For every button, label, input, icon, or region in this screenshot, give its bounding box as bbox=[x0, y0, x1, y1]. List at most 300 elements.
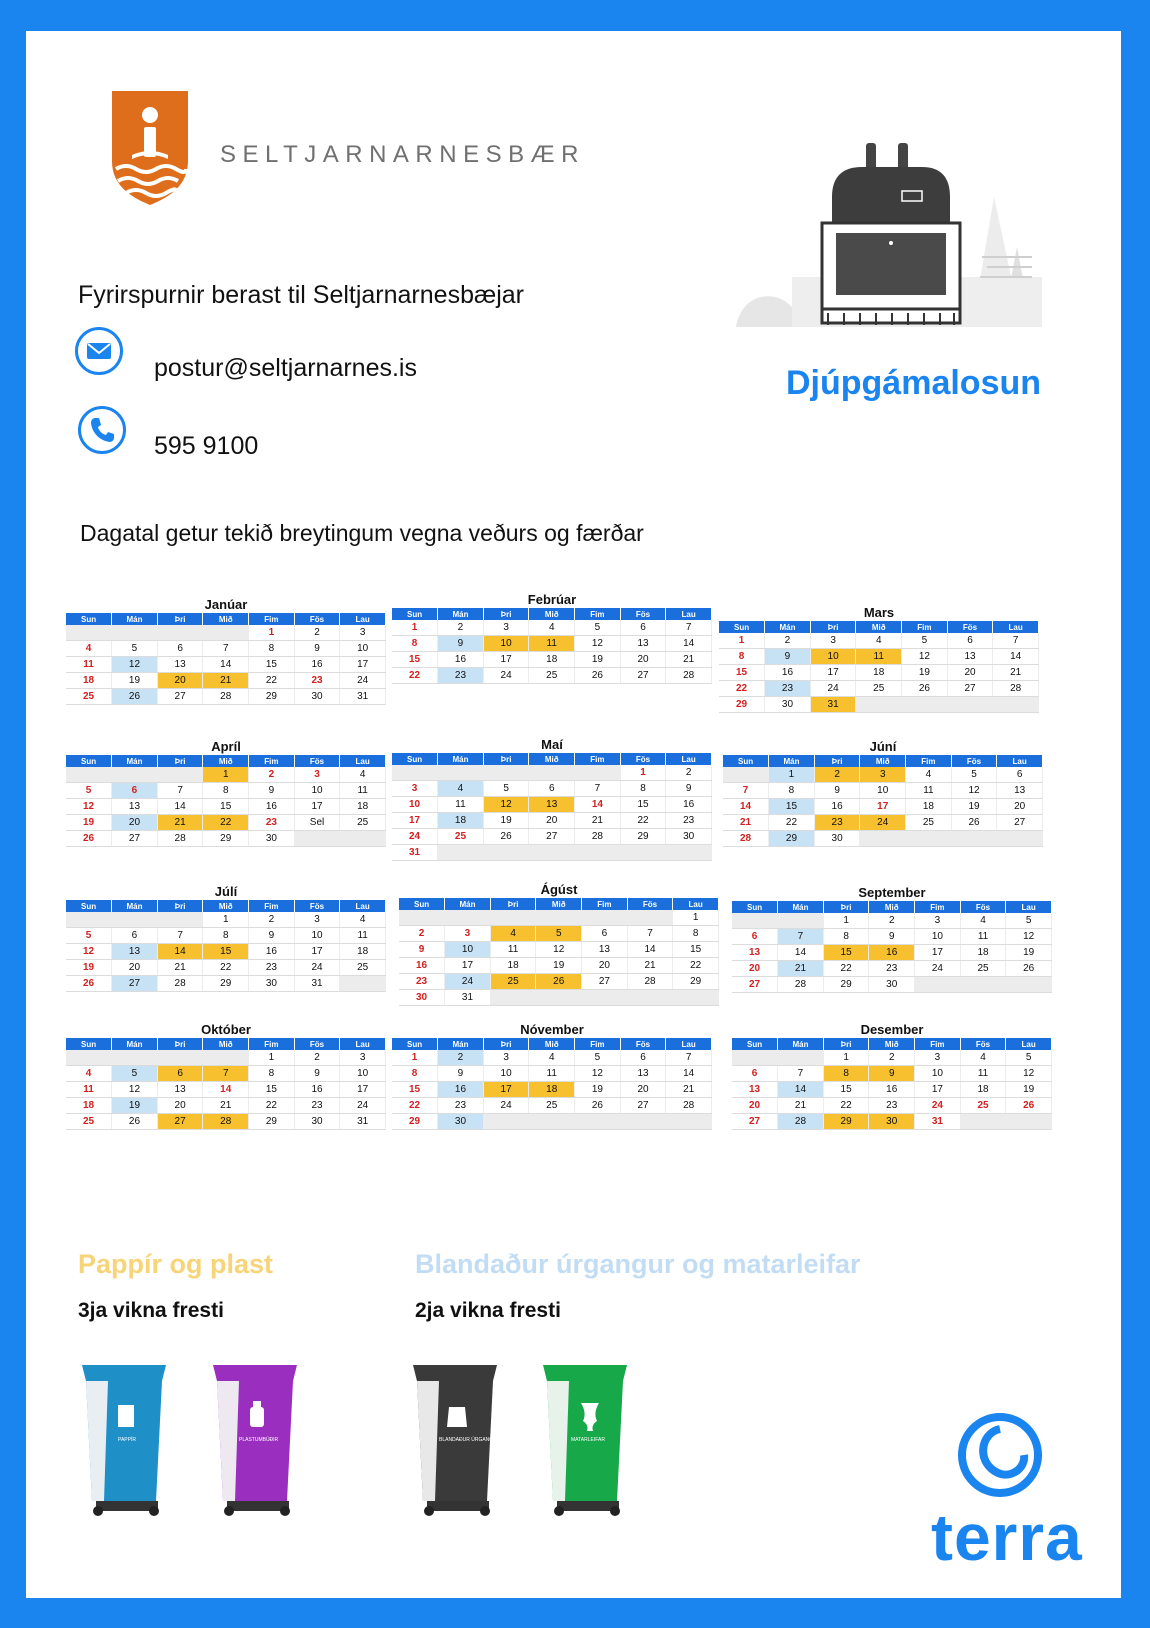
day-cell: 22 bbox=[249, 673, 295, 689]
empty-day-cell bbox=[778, 1050, 824, 1066]
empty-day-cell bbox=[960, 977, 1006, 993]
day-cell: 29 bbox=[769, 831, 815, 847]
day-cell: 29 bbox=[249, 1114, 295, 1130]
day-cell: 27 bbox=[620, 668, 666, 684]
phone-number[interactable]: 595 9100 bbox=[154, 432, 259, 460]
month-name: Júní bbox=[869, 739, 897, 754]
day-cell: 7 bbox=[778, 1066, 824, 1082]
day-cell: 21 bbox=[203, 1098, 249, 1114]
day-cell: 12 bbox=[536, 942, 582, 958]
paper-bin-label: PAPPÍR bbox=[118, 1437, 136, 1443]
empty-day-cell bbox=[112, 767, 158, 783]
day-cell: 22 bbox=[719, 681, 765, 697]
day-cell: 12 bbox=[902, 649, 948, 665]
day-cell: 11 bbox=[856, 649, 902, 665]
day-cell: 10 bbox=[483, 1066, 529, 1082]
day-cell: 30 bbox=[666, 829, 712, 845]
day-cell: 28 bbox=[627, 974, 673, 990]
day-cell: 18 bbox=[340, 944, 386, 960]
day-cell: 2 bbox=[869, 1050, 915, 1066]
day-cell: 13 bbox=[997, 783, 1043, 799]
day-cell: 7 bbox=[666, 1050, 712, 1066]
month-calendar bbox=[732, 884, 1052, 993]
month-grid bbox=[66, 755, 386, 847]
day-cell: 23 bbox=[438, 668, 484, 684]
weekday-header: Mið bbox=[203, 900, 249, 912]
day-cell: 11 bbox=[960, 929, 1006, 945]
empty-day-cell bbox=[666, 1114, 712, 1130]
day-cell: 31 bbox=[340, 689, 386, 705]
page-sheet bbox=[26, 31, 1121, 1598]
weekday-header: Lau bbox=[340, 755, 386, 767]
day-cell: 7 bbox=[666, 620, 712, 636]
empty-day-cell bbox=[340, 976, 386, 992]
month-grid bbox=[392, 608, 712, 684]
day-cell: 12 bbox=[1006, 1066, 1052, 1082]
weekday-header: Lau bbox=[666, 1038, 712, 1050]
month-grid bbox=[392, 753, 712, 861]
weekday-header: Lau bbox=[340, 613, 386, 625]
paper-plastic-interval: 3ja vikna fresti bbox=[78, 1299, 224, 1322]
day-cell: 29 bbox=[823, 1114, 869, 1130]
weekday-header: Lau bbox=[993, 621, 1039, 633]
day-cell: 26 bbox=[112, 1114, 158, 1130]
day-cell: 14 bbox=[666, 1066, 712, 1082]
day-cell: 20 bbox=[157, 673, 203, 689]
day-cell: 15 bbox=[673, 942, 719, 958]
day-cell: 11 bbox=[66, 1082, 112, 1098]
day-cell: 16 bbox=[869, 1082, 915, 1098]
empty-day-cell bbox=[483, 1114, 529, 1130]
day-cell: 15 bbox=[620, 797, 666, 813]
weekday-header: Þri bbox=[814, 755, 860, 767]
day-cell: 4 bbox=[66, 641, 112, 657]
day-cell: 3 bbox=[483, 1050, 529, 1066]
weekday-header: Sun bbox=[66, 1038, 112, 1050]
day-cell: 2 bbox=[438, 1050, 484, 1066]
day-cell: 7 bbox=[627, 926, 673, 942]
day-cell: 14 bbox=[575, 797, 621, 813]
day-cell: 26 bbox=[1006, 961, 1052, 977]
day-cell: 22 bbox=[203, 815, 249, 831]
weekday-header: Fim bbox=[575, 1038, 621, 1050]
weekday-header: Fim bbox=[249, 1038, 295, 1050]
day-cell: 30 bbox=[399, 990, 445, 1006]
empty-day-cell bbox=[582, 990, 628, 1006]
day-cell: 1 bbox=[392, 1050, 438, 1066]
weekday-header: Fös bbox=[294, 900, 340, 912]
empty-day-cell bbox=[620, 845, 666, 861]
weekday-header: Lau bbox=[1006, 1038, 1052, 1050]
day-cell: 28 bbox=[993, 681, 1039, 697]
day-cell: 2 bbox=[765, 633, 811, 649]
day-cell: 12 bbox=[575, 1066, 621, 1082]
day-cell: 12 bbox=[112, 1082, 158, 1098]
mixed-waste-bin-label: BLANDAÐUR ÚRGANGUR bbox=[439, 1437, 501, 1443]
month-calendar bbox=[66, 1021, 386, 1130]
day-cell: 13 bbox=[112, 799, 158, 815]
day-cell: 10 bbox=[915, 929, 961, 945]
day-cell: 18 bbox=[529, 1082, 575, 1098]
weekday-header: Sun bbox=[723, 755, 769, 767]
day-cell: 28 bbox=[157, 976, 203, 992]
day-cell: 26 bbox=[112, 689, 158, 705]
day-cell: 16 bbox=[294, 1082, 340, 1098]
day-cell: 5 bbox=[66, 928, 112, 944]
day-cell: 17 bbox=[340, 1082, 386, 1098]
day-cell: 4 bbox=[906, 767, 952, 783]
weekday-header: Mið bbox=[203, 1038, 249, 1050]
weekday-header: Mið bbox=[869, 901, 915, 913]
weekday-header: Fös bbox=[627, 898, 673, 910]
day-cell: 27 bbox=[112, 831, 158, 847]
day-cell: 17 bbox=[340, 657, 386, 673]
day-cell: 24 bbox=[483, 1098, 529, 1114]
empty-day-cell bbox=[582, 910, 628, 926]
paper-plastic-title: Pappír og plast bbox=[78, 1249, 274, 1279]
day-cell: 6 bbox=[112, 928, 158, 944]
plastic-bin-icon bbox=[209, 1361, 305, 1517]
weekday-header: Fös bbox=[960, 1038, 1006, 1050]
day-cell: 31 bbox=[340, 1114, 386, 1130]
day-cell: 9 bbox=[438, 1066, 484, 1082]
day-cell: 6 bbox=[732, 929, 778, 945]
day-cell: 3 bbox=[392, 781, 438, 797]
day-cell: 24 bbox=[445, 974, 491, 990]
day-cell: 8 bbox=[673, 926, 719, 942]
day-cell: 10 bbox=[392, 797, 438, 813]
day-cell: 8 bbox=[620, 781, 666, 797]
month-name: Nóvember bbox=[520, 1022, 584, 1037]
food-waste-bin-label: MATARLEIFAR bbox=[571, 1437, 605, 1443]
day-cell: 8 bbox=[719, 649, 765, 665]
month-grid bbox=[732, 1038, 1052, 1130]
day-cell: 13 bbox=[620, 636, 666, 652]
weekday-header: Sun bbox=[719, 621, 765, 633]
day-cell: 5 bbox=[951, 767, 997, 783]
weekday-header: Mið bbox=[860, 755, 906, 767]
empty-day-cell bbox=[399, 910, 445, 926]
day-cell: 25 bbox=[490, 974, 536, 990]
day-cell: 17 bbox=[915, 945, 961, 961]
weekday-header: Sun bbox=[66, 900, 112, 912]
weekday-header: Þri bbox=[810, 621, 856, 633]
weekday-header: Mið bbox=[529, 753, 575, 765]
empty-day-cell bbox=[902, 697, 948, 713]
day-cell: 19 bbox=[1006, 1082, 1052, 1098]
day-cell: 29 bbox=[392, 1114, 438, 1130]
day-cell: 20 bbox=[947, 665, 993, 681]
day-cell: 14 bbox=[203, 1082, 249, 1098]
day-cell: 10 bbox=[294, 928, 340, 944]
day-cell: 4 bbox=[960, 1050, 1006, 1066]
weekday-header: Þri bbox=[157, 613, 203, 625]
weekday-header: Lau bbox=[673, 898, 719, 910]
weekday-header: Mið bbox=[856, 621, 902, 633]
day-cell: 10 bbox=[340, 1066, 386, 1082]
day-cell: 9 bbox=[294, 641, 340, 657]
day-cell: 3 bbox=[445, 926, 491, 942]
day-cell: 7 bbox=[203, 1066, 249, 1082]
day-cell: 17 bbox=[294, 944, 340, 960]
weekday-header: Mán bbox=[112, 613, 158, 625]
day-cell: 25 bbox=[340, 815, 386, 831]
day-cell: 2 bbox=[869, 913, 915, 929]
weekday-header: Fös bbox=[947, 621, 993, 633]
day-cell: 19 bbox=[483, 813, 529, 829]
day-cell: 26 bbox=[902, 681, 948, 697]
municipal-crest-icon bbox=[110, 89, 190, 207]
day-cell: 21 bbox=[666, 652, 712, 668]
mixed-waste-bin-icon bbox=[409, 1361, 505, 1517]
day-cell: 2 bbox=[438, 620, 484, 636]
day-cell: 29 bbox=[203, 831, 249, 847]
day-cell: 27 bbox=[732, 1114, 778, 1130]
day-cell: 19 bbox=[575, 1082, 621, 1098]
day-cell: 23 bbox=[438, 1098, 484, 1114]
day-cell: 12 bbox=[951, 783, 997, 799]
day-cell: 12 bbox=[1006, 929, 1052, 945]
phone-icon-circle bbox=[78, 406, 126, 454]
day-cell: 19 bbox=[112, 1098, 158, 1114]
day-cell: 12 bbox=[66, 944, 112, 960]
day-cell: 16 bbox=[438, 1082, 484, 1098]
day-cell: 21 bbox=[157, 960, 203, 976]
day-cell: 15 bbox=[392, 652, 438, 668]
weekday-header: Sun bbox=[66, 755, 112, 767]
mixed-food-title: Blandaður úrgangur og matarleifar bbox=[415, 1249, 861, 1279]
day-cell: 30 bbox=[249, 976, 295, 992]
day-cell: 10 bbox=[915, 1066, 961, 1082]
day-cell: 26 bbox=[66, 976, 112, 992]
day-cell: 15 bbox=[823, 945, 869, 961]
day-cell: 24 bbox=[483, 668, 529, 684]
day-cell: 21 bbox=[627, 958, 673, 974]
day-cell: 4 bbox=[490, 926, 536, 942]
weekday-header: Fim bbox=[575, 608, 621, 620]
month-name: Desember bbox=[860, 1022, 924, 1037]
day-cell: 8 bbox=[823, 929, 869, 945]
day-cell: 13 bbox=[157, 657, 203, 673]
weekday-header: Mán bbox=[445, 898, 491, 910]
day-cell: 21 bbox=[666, 1082, 712, 1098]
day-cell: 10 bbox=[483, 636, 529, 652]
day-cell: 19 bbox=[575, 652, 621, 668]
day-cell: 7 bbox=[157, 783, 203, 799]
day-cell: 16 bbox=[438, 652, 484, 668]
day-cell: 23 bbox=[869, 961, 915, 977]
day-cell: 8 bbox=[249, 1066, 295, 1082]
weekday-header: Mán bbox=[112, 1038, 158, 1050]
day-cell: 8 bbox=[392, 636, 438, 652]
day-cell: 9 bbox=[294, 1066, 340, 1082]
month-calendar bbox=[392, 1021, 712, 1130]
day-cell: 12 bbox=[112, 657, 158, 673]
day-cell: 21 bbox=[778, 1098, 824, 1114]
day-cell: 27 bbox=[529, 829, 575, 845]
day-cell: 28 bbox=[203, 689, 249, 705]
day-cell: 28 bbox=[666, 1098, 712, 1114]
day-cell: 16 bbox=[399, 958, 445, 974]
day-cell: 1 bbox=[392, 620, 438, 636]
empty-day-cell bbox=[438, 765, 484, 781]
day-cell: 11 bbox=[340, 783, 386, 799]
day-cell: 2 bbox=[666, 765, 712, 781]
day-cell: 11 bbox=[340, 928, 386, 944]
weekday-header: Sun bbox=[399, 898, 445, 910]
weekday-header: Þri bbox=[490, 898, 536, 910]
brand-name: SELTJARNARNESBÆR bbox=[220, 141, 585, 168]
month-name: Mars bbox=[863, 605, 895, 620]
day-cell: 28 bbox=[778, 1114, 824, 1130]
day-cell: 20 bbox=[157, 1098, 203, 1114]
day-cell: 18 bbox=[960, 945, 1006, 961]
day-cell: 25 bbox=[529, 668, 575, 684]
day-cell: 24 bbox=[294, 960, 340, 976]
day-cell: 22 bbox=[823, 961, 869, 977]
day-cell: 14 bbox=[627, 942, 673, 958]
day-cell: 13 bbox=[157, 1082, 203, 1098]
day-cell: 20 bbox=[732, 961, 778, 977]
day-cell: 9 bbox=[666, 781, 712, 797]
day-cell: 6 bbox=[582, 926, 628, 942]
empty-day-cell bbox=[536, 910, 582, 926]
day-cell: 1 bbox=[823, 1050, 869, 1066]
day-cell: 10 bbox=[340, 641, 386, 657]
day-cell: 13 bbox=[112, 944, 158, 960]
day-cell: 18 bbox=[906, 799, 952, 815]
day-cell: 16 bbox=[666, 797, 712, 813]
weekday-header: Fös bbox=[620, 608, 666, 620]
day-cell: 7 bbox=[993, 633, 1039, 649]
day-cell: 8 bbox=[249, 641, 295, 657]
day-cell: 11 bbox=[490, 942, 536, 958]
day-cell: 16 bbox=[294, 657, 340, 673]
weekday-header: Mán bbox=[778, 1038, 824, 1050]
day-cell: 14 bbox=[723, 799, 769, 815]
weekday-header: Lau bbox=[666, 753, 712, 765]
day-cell: 28 bbox=[203, 1114, 249, 1130]
empty-day-cell bbox=[157, 625, 203, 641]
day-cell: 19 bbox=[902, 665, 948, 681]
day-cell: 14 bbox=[157, 799, 203, 815]
day-cell: 17 bbox=[445, 958, 491, 974]
day-cell: 3 bbox=[483, 620, 529, 636]
day-cell: 27 bbox=[157, 689, 203, 705]
day-cell: 5 bbox=[575, 1050, 621, 1066]
day-cell: 16 bbox=[765, 665, 811, 681]
empty-day-cell bbox=[732, 913, 778, 929]
day-cell: 1 bbox=[249, 1050, 295, 1066]
day-cell: 24 bbox=[860, 815, 906, 831]
weekday-header: Lau bbox=[1006, 901, 1052, 913]
day-cell: 23 bbox=[814, 815, 860, 831]
weekday-header: Fim bbox=[575, 753, 621, 765]
day-cell: 30 bbox=[249, 831, 295, 847]
day-cell: 5 bbox=[1006, 913, 1052, 929]
day-cell: 2 bbox=[249, 912, 295, 928]
day-cell: 20 bbox=[620, 1082, 666, 1098]
weekday-header: Sun bbox=[66, 613, 112, 625]
day-cell: 26 bbox=[483, 829, 529, 845]
day-cell: 30 bbox=[869, 1114, 915, 1130]
weekday-header: Þri bbox=[157, 755, 203, 767]
weekday-header: Lau bbox=[997, 755, 1043, 767]
month-calendar bbox=[66, 596, 386, 705]
day-cell: 17 bbox=[392, 813, 438, 829]
day-cell: 26 bbox=[951, 815, 997, 831]
weekday-header: Fim bbox=[249, 755, 295, 767]
day-cell: 10 bbox=[445, 942, 491, 958]
weekday-header: Fim bbox=[249, 900, 295, 912]
empty-day-cell bbox=[732, 1050, 778, 1066]
day-cell: 21 bbox=[203, 673, 249, 689]
day-cell: 19 bbox=[66, 960, 112, 976]
month-grid bbox=[66, 1038, 386, 1130]
weekday-header: Fös bbox=[960, 901, 1006, 913]
paper-bin-icon bbox=[78, 1361, 174, 1517]
day-cell: 5 bbox=[112, 1066, 158, 1082]
day-cell: 25 bbox=[906, 815, 952, 831]
empty-day-cell bbox=[157, 767, 203, 783]
weekday-header: Mán bbox=[778, 901, 824, 913]
empty-day-cell bbox=[575, 1114, 621, 1130]
weekday-header: Fim bbox=[906, 755, 952, 767]
day-cell: 25 bbox=[66, 689, 112, 705]
weekday-header: Fim bbox=[902, 621, 948, 633]
day-cell: 5 bbox=[1006, 1050, 1052, 1066]
weekday-header: Fös bbox=[294, 613, 340, 625]
day-cell: 31 bbox=[915, 1114, 961, 1130]
email-address[interactable]: postur@seltjarnarnes.is bbox=[154, 354, 417, 382]
day-cell: 26 bbox=[575, 668, 621, 684]
day-cell: 20 bbox=[529, 813, 575, 829]
day-cell: 14 bbox=[778, 945, 824, 961]
day-cell: 13 bbox=[947, 649, 993, 665]
service-title: Djúpgámalosun bbox=[786, 364, 1042, 402]
day-cell: 14 bbox=[157, 944, 203, 960]
day-cell: 22 bbox=[620, 813, 666, 829]
weekday-header: Fös bbox=[620, 1038, 666, 1050]
day-cell: 7 bbox=[157, 928, 203, 944]
day-cell: 11 bbox=[529, 636, 575, 652]
month-calendar bbox=[719, 604, 1039, 713]
weekday-header: Mán bbox=[438, 608, 484, 620]
day-cell: 6 bbox=[947, 633, 993, 649]
day-cell: 5 bbox=[902, 633, 948, 649]
day-cell: 23 bbox=[765, 681, 811, 697]
day-cell: 27 bbox=[997, 815, 1043, 831]
day-cell: 17 bbox=[483, 1082, 529, 1098]
day-cell: 4 bbox=[438, 781, 484, 797]
day-cell: 11 bbox=[960, 1066, 1006, 1082]
day-cell: 22 bbox=[392, 668, 438, 684]
day-cell: 3 bbox=[340, 625, 386, 641]
day-cell: 13 bbox=[732, 945, 778, 961]
empty-day-cell bbox=[723, 767, 769, 783]
month-name: Janúar bbox=[204, 597, 248, 612]
day-cell: 15 bbox=[249, 1082, 295, 1098]
day-cell: 2 bbox=[399, 926, 445, 942]
day-cell: 5 bbox=[536, 926, 582, 942]
empty-day-cell bbox=[947, 697, 993, 713]
weekday-header: Þri bbox=[823, 1038, 869, 1050]
day-cell: 7 bbox=[723, 783, 769, 799]
day-cell: 31 bbox=[445, 990, 491, 1006]
day-cell: 29 bbox=[620, 829, 666, 845]
empty-day-cell bbox=[1006, 1114, 1052, 1130]
day-cell: 15 bbox=[769, 799, 815, 815]
